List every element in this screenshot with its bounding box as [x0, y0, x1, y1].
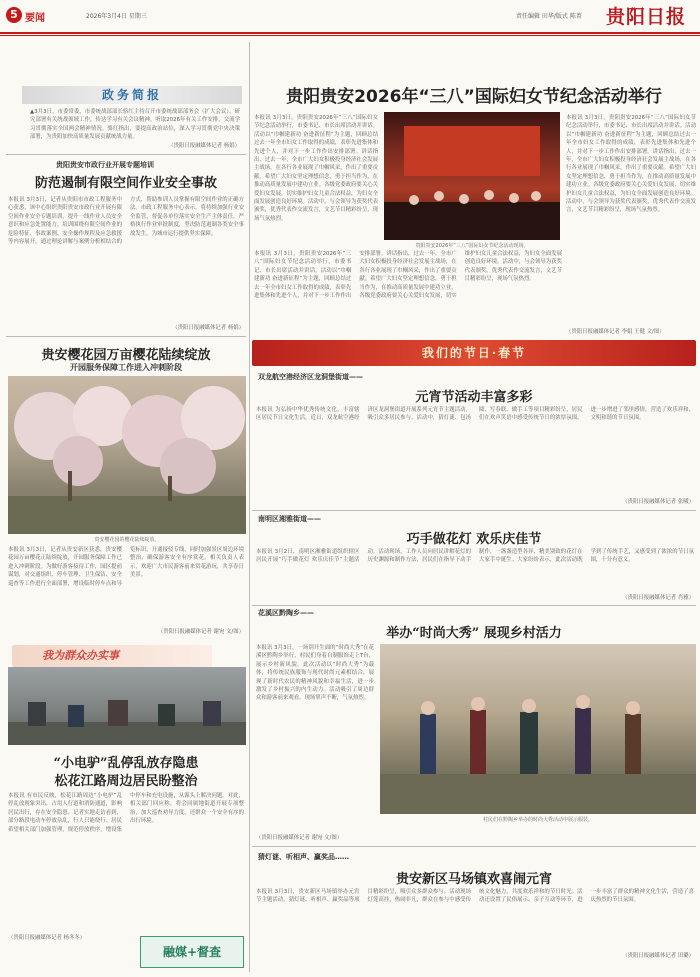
cherry-photo	[8, 376, 246, 534]
safety-byline: （贵阳日报融媒体记者 杨娟）	[172, 325, 244, 331]
divider	[6, 336, 246, 337]
main-event-body-bottom: 本报讯 3月3日，贵阳贵安2026年“三八”国际妇女节纪念活动举行，市委书记、市长出席活动并讲话。活动以“巾帼建新功 奋进新征程”为主题，回顾总结过去一年全市妇女工作取得的成绩，表彰先进集体和先进个人，并对下一步工作作出安排部署。讲话指出，过去一年，全市广大妇女积极投身经济社会发展主战场，在各行各业展现了巾帼风采，作出了重要贡献。希望广大妇女坚定理想信念，勇于担当作为，在推动高质量发展中建功立业。各级党委政府要关心关爱妇女发展，切实维护妇女儿童合法权益，为妇女全面发展创造良好环境。活动中，与会领导为获奖代表颁奖，优秀代表作交流发言，文艺节目精彩纷呈，现场气氛热烈。	[254, 251, 562, 300]
cherry-body: 本报讯 3月3日，记者从贵安新区获悉，贵安樱花园万亩樱花正陆续绽放，开园服务保障工作已进入冲刺阶段。为做好游客接待工作，园区提前谋划，对交通组织、停车管理、卫生保洁、安全巡查等工作进行全面部署，增设临时停车点和导览标识，开通接驳专线，同时加强景区周边环境整治，确保游客安全有序赏花。相关负责人表示，欢迎广大市民游客前来赏花游玩，共享春日美景。	[8, 547, 244, 587]
story4-title: 贵安新区马场镇欢喜闹元宵	[395, 872, 552, 887]
story2-kicker: 南明区湘雅街道——	[258, 515, 321, 523]
editors-line: 责任编辑 田华/版式 陈菁	[516, 13, 582, 20]
divider	[252, 605, 696, 606]
newspaper-logo: 贵阳日报	[606, 6, 687, 28]
main-event-body-top: 本报讯 3月3日，贵阳贵安2026年“三八”国际妇女节纪念活动举行，市委书记、市长出席活动并讲话。活动以“巾帼建新功 奋进新征程”为主题，回顾总结过去一年全市妇女工作取得的成绩，表彰先进集体和先进个人，并对下一步工作作出安排部署。讲话指出，过去一年，全市广大妇女积极投身经济社会发展主战场，在各行各业展现了巾帼风采，作出了重要贡献。希望广大妇女坚定理想信念，勇于担当作为，在推动高质量发展中建功立业。各级党委政府要关心关爱妇女发展，切实维护妇女儿童合法权益，为妇女全面发展创造良好环境。活动中，与会领导为获奖代表颁奖，优秀代表作交流发言，文艺节目精彩纷呈，现场气氛热烈。	[254, 115, 378, 222]
cherry-subtitle: 开园服务保障工作进入冲刺阶段	[70, 363, 182, 372]
brief-banner-title: 政务简报	[101, 88, 162, 102]
cherry-title: 贵安樱花园万亩樱花陆续绽放	[41, 348, 211, 363]
story3-kicker: 花溪区黔陶乡——	[258, 609, 314, 617]
main-event-body-right: 本报讯 3月3日，贵阳贵安2026年“三八”国际妇女节纪念活动举行，市委书记、市长出席活动并讲话。活动以“巾帼建新功 奋进新征程”为主题，回顾总结过去一年全市妇女工作取得的成绩，表彰先进集体和先进个人，并对下一步工作作出安排部署。讲话指出，过去一年，全市广大妇女积极投身经济社会发展主战场，在各行各业展现了巾帼风采，作出了重要贡献。希望广大妇女坚定理想信念，勇于担当作为，在推动高质量发展中建功立业。各级党委政府要关心关爱妇女发展，切实维护妇女儿童合法权益，为妇女全面发展创造良好环境。活动中，与会领导为获奖代表颁奖，优秀代表作交流发言，文艺节目精彩纷呈，现场气氛热烈。	[566, 115, 696, 214]
story2-title: 巧手做花灯 欢乐庆佳节	[406, 532, 542, 547]
main-event-title: 贵阳贵安2026年“三八”国际妇女节纪念活动举行	[286, 87, 662, 107]
parking-body: 本报讯 有市民反映，松花江路周边“小电驴”乱停乱放现象突出，占用人行道和消防通道，影响居民出行，存在安全隐患。记者实地走访看到，部分路段电动车停放杂乱，行人只能绕行。居民希望相关部门加强管理，规范停放秩序，增设集中停车和充电设施，从源头上解决问题。对此，相关部门回应称，将会同属地街道开展专项整治，加大巡查劝导力度，还群众一个安全有序的出行环境。	[8, 793, 244, 833]
story4-byline: （贵阳日报融媒体记者 田璐）	[622, 953, 694, 959]
story1-kicker: 双龙航空港经济区龙洞堡街道——	[258, 373, 363, 381]
brief-banner	[22, 86, 242, 104]
date-line: 2026年3月4日 星期三	[86, 13, 147, 20]
divider	[6, 154, 246, 155]
story3-photo	[380, 644, 696, 814]
story1-body: 本报讯 为弘扬中华优秀传统文化，丰富辖区居民节日文化生活，近日，双龙航空港经济区龙洞堡街道开展系列元宵节主题活动，吸引众多居民参与。活动中，猜灯谜、包汤圆、写春联、做手工等项目精彩纷呈，居民们在欢声笑语中感受传统节日的浓厚氛围，进一步增进了邻里感情，营造了欢乐祥和、文明和谐的节日氛围。	[256, 407, 694, 422]
parking-photo	[8, 667, 246, 745]
divider	[252, 846, 696, 847]
main-event-byline: （贵阳日报融媒体记者 李娟 王健 文/图）	[566, 329, 665, 335]
story3-title: 举办“时尚大秀” 展现乡村活力	[386, 626, 562, 641]
section-name: 要闻	[25, 13, 45, 24]
main-event-photo	[384, 112, 560, 240]
stage-graphic	[384, 112, 560, 240]
brief-source: （贵阳日报融媒体记者 杨娟）	[168, 143, 240, 149]
story1-byline: （贵阳日报融媒体记者 张曦）	[622, 499, 694, 505]
parking-footer-logo	[140, 936, 244, 968]
page-number-badge: 5	[6, 7, 22, 23]
divider	[252, 510, 696, 511]
header-rule	[0, 32, 700, 34]
story3-byline: （贵阳日报融媒体记者 谢宛 文/图）	[256, 835, 343, 841]
parking-title-line1: “小电驴”乱停乱放存隐患	[53, 756, 199, 771]
column-divider	[249, 42, 250, 972]
safety-body: 本报讯 3月3日，记者从贵阳市市政工程服务中心获悉，该中心组织贵阳贵安市政行业开展有限空间作业安全专题培训，提升一线作业人员安全意识和应急处置能力。培训围绕有限空间作业的危险特征、事故案例、安全操作规程及应急救援等内容展开，通过理论讲解与案例分析相结合的方式，帮助参训人员掌握有限空间作业的正确方法。市政工程服务中心表示，将持续加强行业安全监管，督促各单位落实安全生产主体责任，严格执行作业审批制度，坚决防范遏制各类安全事故发生，为城市运行提供坚实保障。	[8, 197, 244, 246]
parking-footer-logo-text: 融媒+督查	[162, 945, 222, 959]
story4-body: 本报讯 3月3日，贵安新区马场镇举办元宵节主题活动，猜灯谜、听相声、赢奖品等项目精彩纷呈，吸引众多群众参与。活动现场灯笼高挂，热闹非凡，群众在参与中感受传统文化魅力，共度欢乐祥和的节日时光。活动还设置了民俗展示、亲子互动等环节，进一步丰富了群众的精神文化生活，营造了喜庆热烈的节日氛围。	[256, 889, 694, 904]
brief-body: ▲3月3日，市委常委、市委统战部部长骆红主持召开市委统战部部务会（扩大会议），研究部署有关统战领域工作，传达学习有关会议精神，听取2026年有关工作安排，交流学习贯彻落实全国两会精神情况。骆红指出，要提高政治站位，深入学习贯彻党中央决策部署，为贵阳加快高质量发展贡献统战力量。	[30, 109, 240, 141]
cherry-photo-caption: 贵安樱花园的樱花陆续绽放。	[94, 537, 160, 543]
safety-title: 防范遏制有限空间作业安全事故	[34, 176, 217, 191]
safety-kicker: 贵阳贵安市政行业开展专题培训	[56, 161, 154, 169]
parking-banner	[12, 645, 212, 667]
festival-banner	[252, 340, 696, 366]
story3-body: 本报讯 3月3日，一场别开生面的“时尚大秀”在花溪区黔陶乡举行，村民们身着自制服饰走上T台，展示乡村新风貌。此次活动以“时尚大秀”为载体，将传统民族服饰与现代时尚元素相结合，展现了新时代农民的精神风貌和幸福生活，进一步激发了乡村振兴的内生动力。活动吸引了周边群众和游客前来观看，现场掌声不断，气氛热烈。	[256, 645, 374, 702]
parking-title-line2: 松花江路周边居民盼整治	[54, 774, 198, 789]
story1-title: 元宵节活动丰富多彩	[415, 390, 533, 405]
story2-byline: （贵阳日报融媒体记者 肖雅）	[622, 595, 694, 601]
parking-byline: （贵阳日报融媒体记者 杨冬冬）	[8, 935, 86, 941]
story2-body: 本报讯 3月2日，南明区湘雅街道组织辖区居民开展“巧手做花灯 欢乐庆佳节”主题活动。活动现场，工作人员向居民讲解花灯的历史渊源和制作方法，居民们在指导下动手制作，一盏盏造型各异、精美别致的花灯在大家手中诞生。大家纷纷表示，此次活动既学到了传统手艺，又感受到了浓浓的节日氛围，十分有意义。	[256, 549, 694, 564]
scooters-graphic	[8, 667, 246, 745]
story4-kicker: 猜灯谜、听相声、赢奖品……	[258, 853, 349, 861]
fashion-show-graphic	[380, 644, 696, 814]
header-rule-thin	[0, 35, 700, 36]
cherry-byline: （贵阳日报融媒体记者 谢宛 文/图）	[157, 629, 244, 635]
festival-banner-text: 我们的节日·春节	[421, 346, 527, 360]
main-event-photo-caption: 贵阳贵安2026年“三八”国际妇女节纪念活动现场。	[415, 243, 529, 249]
cherry-blossom-graphic	[8, 376, 246, 534]
story3-photo-caption: 村民们在黔陶乡举办的时尚大秀活动中展示服装。	[482, 817, 593, 823]
parking-banner-text: 我为群众办实事	[42, 649, 119, 662]
